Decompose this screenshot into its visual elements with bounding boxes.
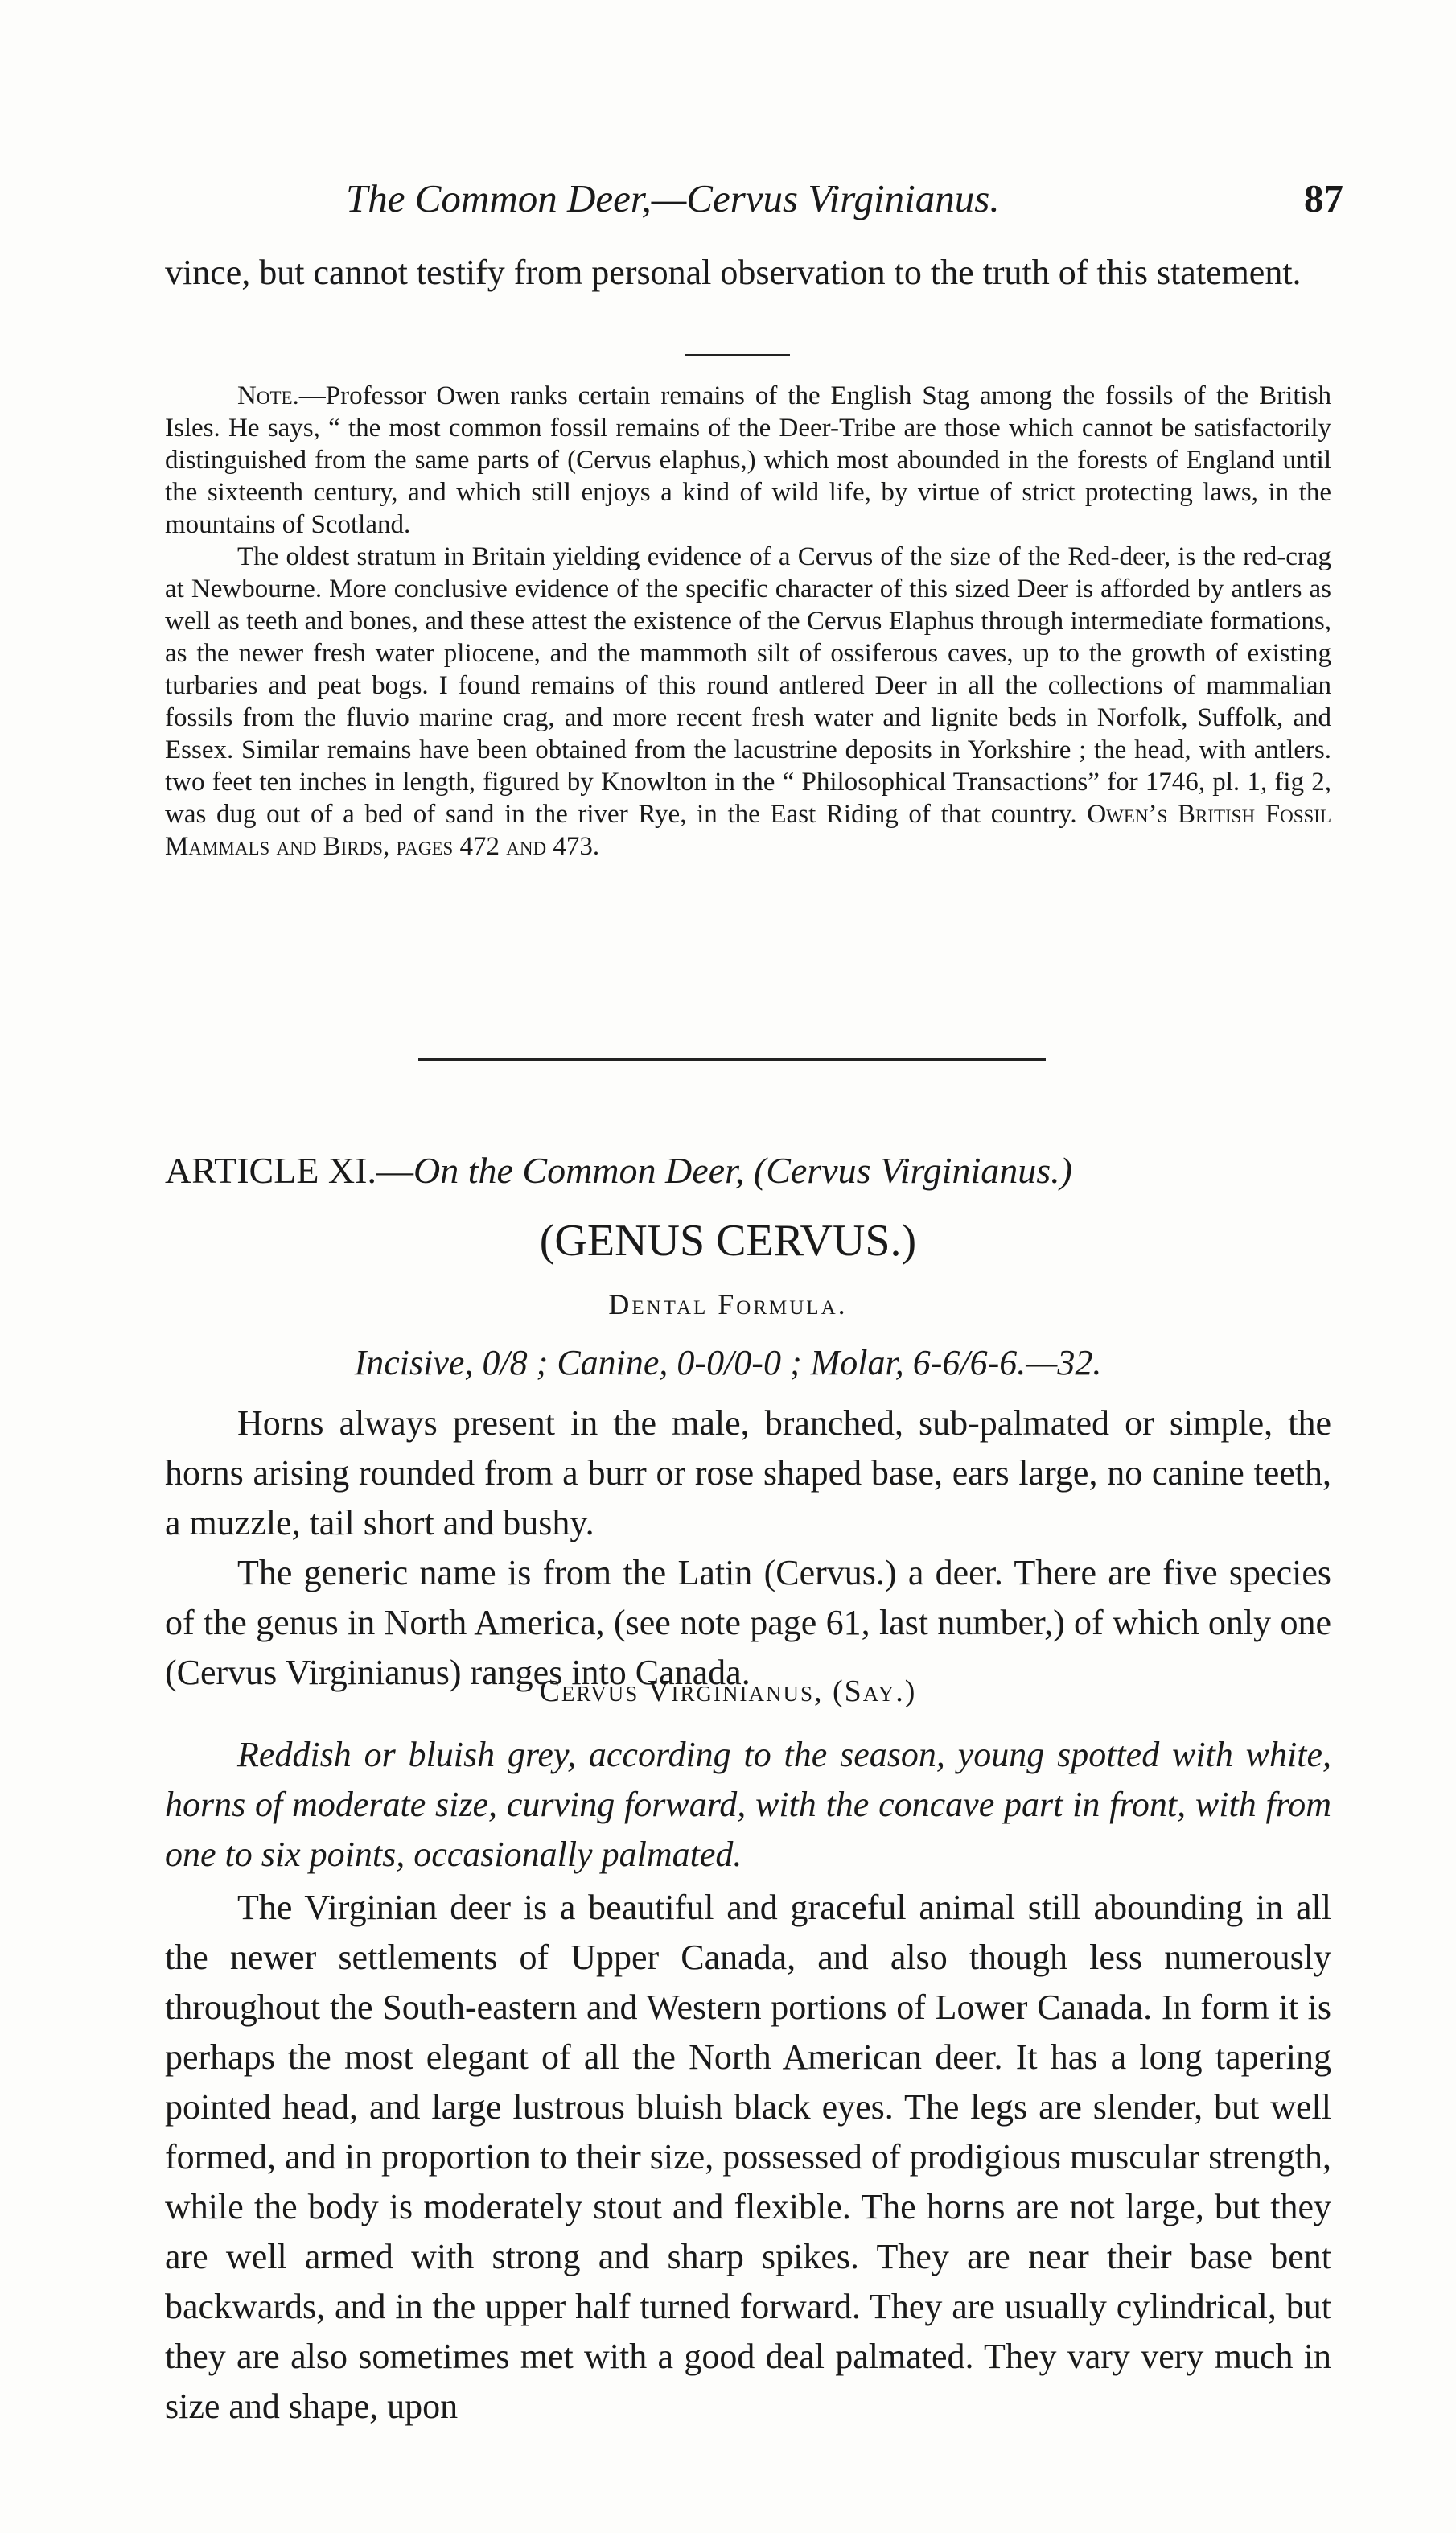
article-heading: [165, 1149, 1331, 1192]
article-title: On the Common Deer, (Cervus Virginianus.): [413, 1150, 1072, 1191]
genus-heading: (GENUS CERVUS.): [539, 1216, 917, 1266]
dental-formula-title: Dental Formula.: [608, 1288, 848, 1320]
note-text-1: —Professor Owen ranks certain remains of the English Stag among the fossils of the British Isles. He says, “ the most common fossil remains of the Deer-Tribe are those which cannot be satisfactorily distinguished from the same parts of (Cervus elaphus,) which most abounded in the forests of England until the sixteenth century, and which still enjoys a kind of wild life, by virtue of strict protecting laws, in the mountains of Scotland.: [165, 381, 1331, 539]
genus-description: [165, 1398, 1331, 1698]
section-divider: [418, 1058, 1046, 1061]
footnote-paragraph-1: [165, 380, 1331, 541]
note-label: Note.: [237, 381, 299, 410]
page-number: 87: [1304, 176, 1343, 220]
running-title: The Common Deer,—Cervus Virginianus.: [346, 176, 1000, 220]
note-citation: Owen’s British Fossil Mammals and Birds, pages 472 and 473.: [165, 800, 1331, 861]
genus-paragraph-2: The generic name is from the Latin (Cervus.) a deer. There are five species of the genus in North America, (see note page 61, last number,) of which only one (Cervus Virginianus) ranges into Canada.: [165, 1553, 1331, 1692]
genus-paragraph-1: Horns always present in the male, branched, sub-palmated or simple, the horns arising rounded from a burr or rose shaped base, ears large, no canine teeth, a muzzle, tail short and bushy.: [165, 1403, 1331, 1542]
footnote-paragraph-2: [165, 541, 1331, 863]
short-divider: [685, 354, 790, 356]
note-text-2: The oldest stratum in Britain yielding evidence of a Cervus of the size of the Red-deer, is the red-crag at Newbourne. More conclusive evidence of the specific character of this sized Deer is afforded by antlers as well as teeth and bones, and these attest the existence of the Cervus Elaphus through intermediate formations, as the newer fresh water pliocene, and the mammoth silt of ossiferous caves, up to the growth of existing turbaries and peat bogs. I found remains of this round antlered Deer in all the collections of mammalian fossils from the fluvio marine crag, and more recent fresh water and lignite beds in Norfolk, Suffolk, and Essex. Similar remains have been obtained from the lacustrine deposits in Yorkshire ; the head, with antlers. two feet ten inches in length, figured by Knowlton in the “ Philosophical Transactions” for 1746, pl. 1, fig 2, was dug out of a bed of sand in the river Rye, in the East Riding of that country.: [165, 542, 1331, 829]
running-header: [346, 175, 1343, 232]
body-paragraph: The Virginian deer is a beautiful and graceful animal still abounding in all the newer settlements of Upper Canada, and also though less numerously throughout the South-eastern and Western portions of Lower Canada. In form it is perhaps the most elegant of all the North American deer. It has a long tapering pointed head, and large lustrous bluish black eyes. The legs are slender, but well formed, and in proportion to their size, possessed of prodigious muscular strength, while the body is moderately stout and flexible. The horns are not large, but they are well armed with strong and sharp spikes. They are near their base bent backwards, and in the upper half turned forward. They are usually cylindrical, but they are also sometimes met with a good deal palmated. They vary very much in size and shape, upon: [165, 1888, 1331, 2426]
dental-formula: Incisive, 0/8 ; Canine, 0-0/0-0 ; Molar, 6-6/6-6.—32.: [354, 1343, 1102, 1382]
footnote: [165, 380, 1331, 863]
species-heading: Cervus Virginianus, (Say.): [539, 1674, 917, 1708]
article-label: ARTICLE XI.—: [165, 1150, 413, 1191]
species-description: Reddish or bluish grey, according to the season, young spotted with white, horns of moderate size, curving forward, with the concave part in front, with from one to six points, occasionally palmated.: [165, 1735, 1331, 1874]
continuation-text: vince, but cannot testify from personal observation to the truth of this statement.: [165, 253, 1302, 292]
